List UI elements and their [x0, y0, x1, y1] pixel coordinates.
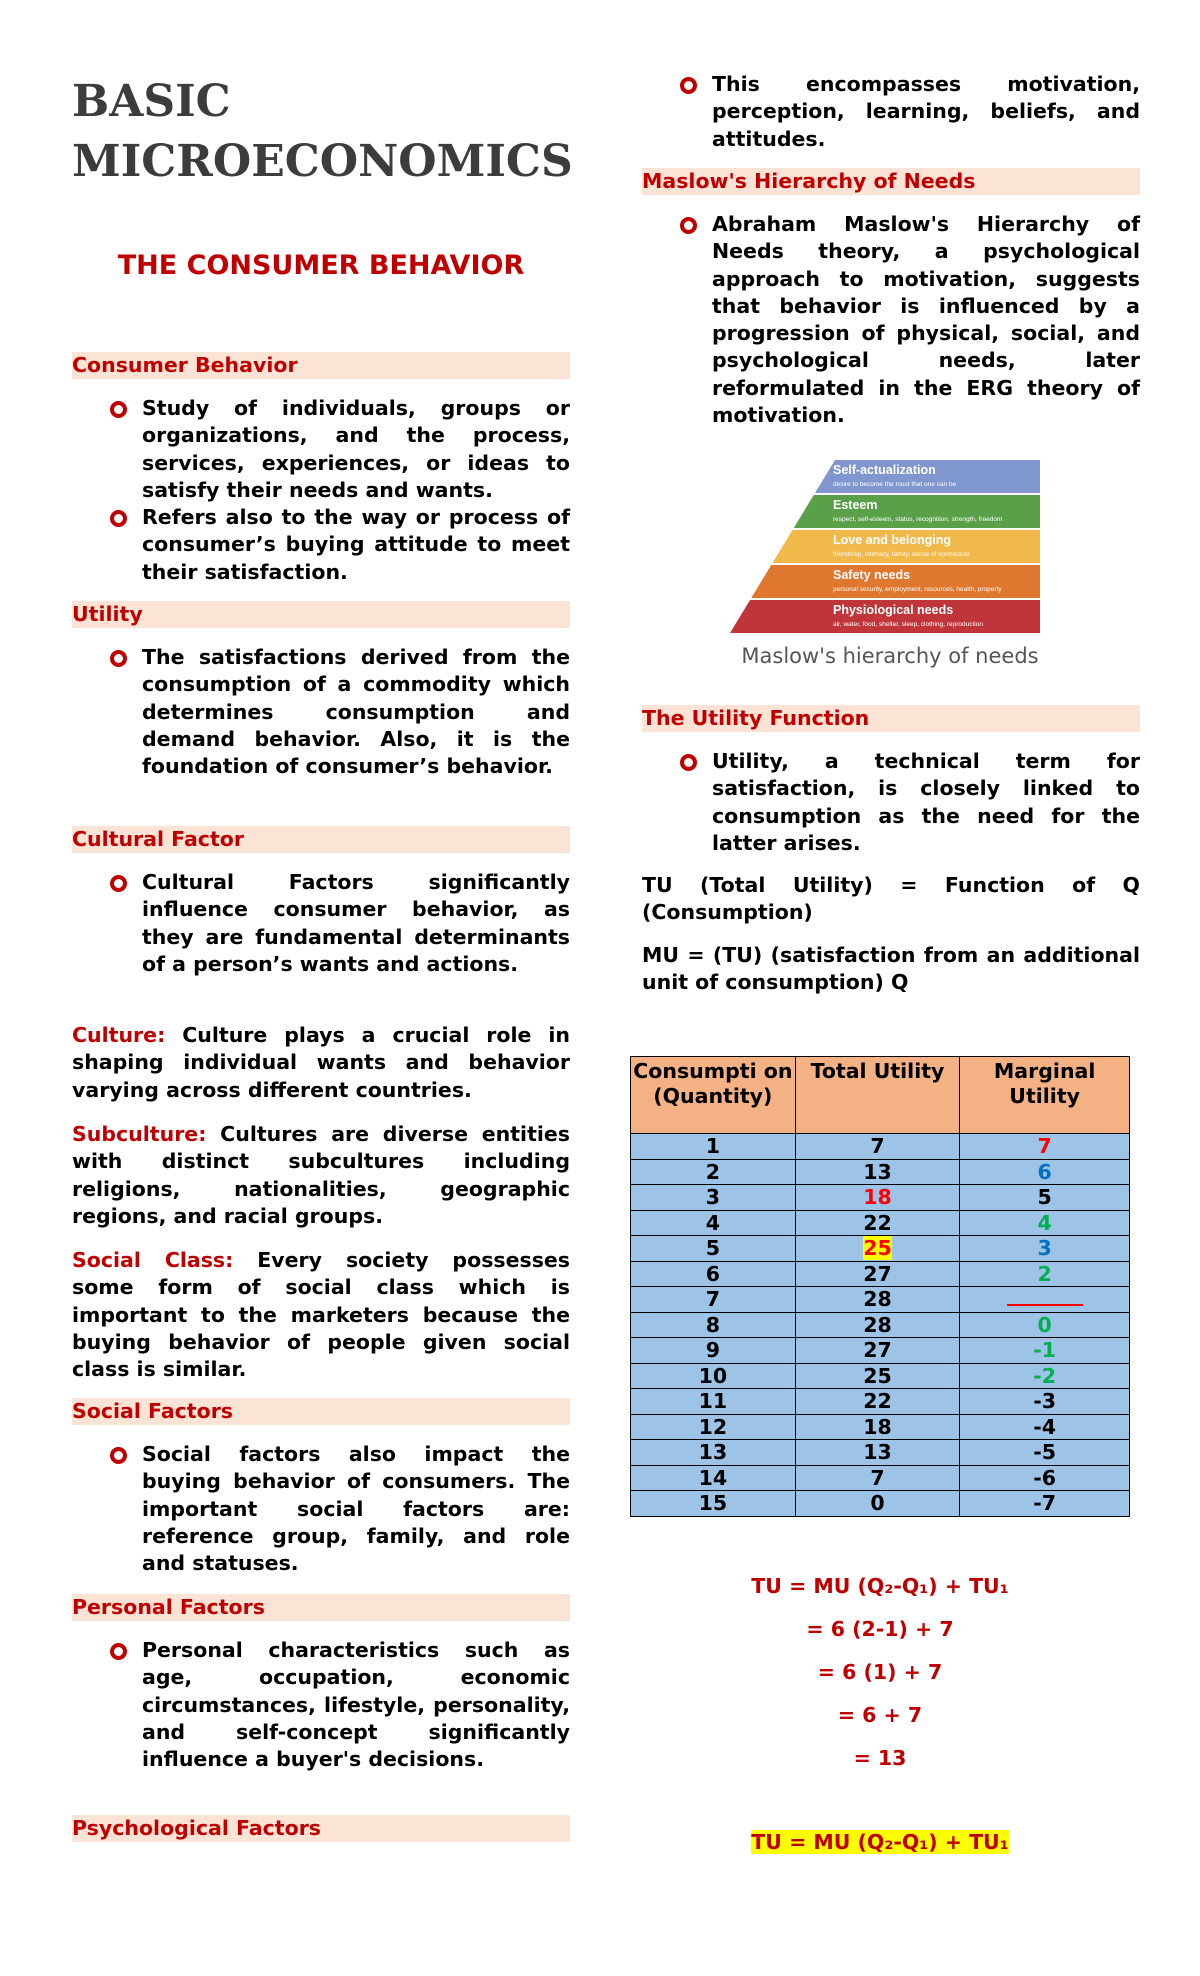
- list-item: Abraham Maslow's Hierarchy of Needs theory, a psychological approach to motivation, suggests that behavior is influenced by a progression of physical, social, and psychological needs, later reformulated in the ERG theory of motivation.: [642, 211, 1140, 429]
- table-row: [631, 1185, 1130, 1211]
- cell-marginal-utility: -5: [960, 1440, 1130, 1466]
- cell-quantity: 3: [631, 1185, 796, 1211]
- table-row: [631, 1363, 1130, 1389]
- cell-marginal-utility: 7: [960, 1134, 1130, 1160]
- pyramid-band-label: Love and belonging: [833, 533, 952, 547]
- consumer-behavior-list: [72, 395, 570, 586]
- table-row: [631, 1491, 1130, 1517]
- cell-marginal-utility: -3: [960, 1389, 1130, 1415]
- page-subtitle: THE CONSUMER BEHAVIOR: [117, 250, 525, 281]
- culture-paragraph: Culture: Culture plays a crucial role in shaping individual wants and behavior varying across different countries.: [72, 1023, 570, 1102]
- cell-total-utility: 25: [795, 1236, 960, 1262]
- psychological-factors-list: [642, 71, 1140, 153]
- pyramid-band-label: Physiological needs: [833, 603, 954, 617]
- pyramid-band-label: Esteem: [833, 498, 878, 512]
- section-psychological-factors: Psychological Factors: [72, 1815, 570, 1842]
- pyramid-caption: Maslow's hierarchy of needs: [741, 644, 1039, 668]
- cell-quantity: 2: [631, 1159, 796, 1185]
- cell-quantity: 1: [631, 1134, 796, 1160]
- cell-total-utility: 22: [795, 1210, 960, 1236]
- social-class-paragraph: Social Class: Every society possesses some form of social class which is important to the marketers because the buying behavior of people given social class is similar.: [72, 1248, 571, 1382]
- table-row: [631, 1261, 1130, 1287]
- section-utility: Utility: [72, 601, 570, 628]
- cell-marginal-utility: -6: [960, 1465, 1130, 1491]
- list-item: Social factors also impact the buying behavior of consumers. The important social factors are: reference group, family, and role and statuses.: [72, 1441, 570, 1577]
- table-row: [631, 1414, 1130, 1440]
- pyramid-band-label: Safety needs: [833, 568, 911, 582]
- bullet-icon: [110, 401, 127, 418]
- page-title: BASIC MICROECONOMICS: [72, 76, 573, 187]
- cell-total-utility: 27: [795, 1338, 960, 1364]
- pyramid-band-desc: desire to become the most that one can be: [833, 481, 957, 488]
- list-item: The satisfactions derived from the consumption of a commodity which determines consumption and demand behavior. Also, it is the foundation of consumer’s behavior.: [72, 644, 570, 780]
- formula-line-4: = 6 + 7: [837, 1703, 923, 1727]
- cell-quantity: 7: [631, 1287, 796, 1313]
- pyramid-band: [794, 495, 1040, 528]
- header-consumption: Consumpti on (Quantity): [631, 1057, 796, 1134]
- section-personal-factors: Personal Factors: [72, 1594, 570, 1621]
- cell-quantity: 14: [631, 1465, 796, 1491]
- cell-quantity: 15: [631, 1491, 796, 1517]
- table-row: [631, 1389, 1130, 1415]
- header-total-utility: Total Utility: [795, 1057, 960, 1134]
- list-item: Cultural Factors significantly influence consumer behavior, as they are fundamental determinants of a person’s wants and actions.: [72, 869, 570, 978]
- formula-line-3: = 6 (1) + 7: [817, 1660, 943, 1684]
- table-row: [631, 1134, 1130, 1160]
- pyramid-band-desc: friendship, intimacy, family, sense of connection: [833, 551, 970, 558]
- maslow-list: [642, 211, 1140, 429]
- social-factors-list: [72, 1441, 570, 1577]
- cell-total-utility: 0: [795, 1491, 960, 1517]
- cell-marginal-utility: 0: [960, 1312, 1130, 1338]
- section-social-factors: Social Factors: [72, 1398, 570, 1425]
- bullet-icon: [110, 1447, 127, 1464]
- mu-definition: MU = (TU) (satisfaction from an additional unit of consumption) Q: [642, 943, 1140, 995]
- list-item: Personal characteristics such as age, occupation, economic circumstances, lifestyle, personality, and self-concept significantly influence a buyer's decisions.: [72, 1637, 570, 1773]
- pyramid-band-desc: air, water, food, shelter, sleep, clothing, reproduction: [833, 621, 983, 628]
- pyramid-band-label: Self-actualization: [833, 463, 936, 477]
- cell-marginal-utility: -1: [960, 1338, 1130, 1364]
- cell-quantity: 9: [631, 1338, 796, 1364]
- bullet-icon: [680, 217, 697, 234]
- section-maslow: Maslow's Hierarchy of Needs: [642, 168, 1140, 195]
- table-row: [631, 1312, 1130, 1338]
- cell-marginal-utility: -7: [960, 1491, 1130, 1517]
- utility-list: [72, 644, 570, 780]
- cell-total-utility: 13: [795, 1159, 960, 1185]
- formula-line-5: = 13: [853, 1746, 907, 1770]
- cell-quantity: 4: [631, 1210, 796, 1236]
- cell-total-utility: 7: [795, 1465, 960, 1491]
- bullet-icon: [110, 1643, 127, 1660]
- bullet-icon: [110, 875, 127, 892]
- cell-marginal-utility: 3: [960, 1236, 1130, 1262]
- cell-total-utility: 18: [795, 1185, 960, 1211]
- blank-underline: [1007, 1290, 1083, 1306]
- cell-total-utility: 7: [795, 1134, 960, 1160]
- cell-total-utility: 27: [795, 1261, 960, 1287]
- utility-function-list: [642, 748, 1140, 857]
- cell-total-utility: 28: [795, 1312, 960, 1338]
- cell-quantity: 10: [631, 1363, 796, 1389]
- cell-total-utility: 28: [795, 1287, 960, 1313]
- subculture-paragraph: Subculture: Cultures are diverse entities with distinct subcultures including religions, nationalities, geographic regions, and racial groups.: [72, 1122, 570, 1228]
- cell-marginal-utility: 6: [960, 1159, 1130, 1185]
- cell-marginal-utility: -2: [960, 1363, 1130, 1389]
- cell-total-utility: 18: [795, 1414, 960, 1440]
- cell-marginal-utility: 2: [960, 1261, 1130, 1287]
- section-cultural-factor: Cultural Factor: [72, 826, 570, 853]
- formula-highlighted: TU = MU (Q₂-Q₁) + TU₁: [751, 1830, 1009, 1854]
- cell-marginal-utility: 5: [960, 1185, 1130, 1211]
- cell-quantity: 5: [631, 1236, 796, 1262]
- header-marginal-utility: Marginal Utility: [960, 1057, 1130, 1134]
- bullet-icon: [110, 510, 127, 527]
- cell-marginal-utility: 4: [960, 1210, 1130, 1236]
- bullet-icon: [680, 754, 697, 771]
- cell-quantity: 13: [631, 1440, 796, 1466]
- list-item: Refers also to the way or process of consumer’s buying attitude to meet their satisfaction.: [72, 504, 570, 586]
- table-row: [631, 1287, 1130, 1313]
- table-row: [631, 1465, 1130, 1491]
- cell-quantity: 12: [631, 1414, 796, 1440]
- table-row: [631, 1338, 1130, 1364]
- table-row: [631, 1440, 1130, 1466]
- cell-marginal-utility: [960, 1287, 1130, 1313]
- table-row: [631, 1236, 1130, 1262]
- list-item: Study of individuals, groups or organizations, and the process, services, experiences, or ideas to satisfy their needs and wants.: [72, 395, 570, 504]
- list-item: Utility, a technical term for satisfaction, is closely linked to consumption as the need for the latter arises.: [642, 748, 1140, 857]
- cell-total-utility: 22: [795, 1389, 960, 1415]
- section-consumer-behavior: Consumer Behavior: [72, 352, 570, 379]
- cell-quantity: 11: [631, 1389, 796, 1415]
- bullet-icon: [110, 650, 127, 667]
- cell-total-utility: 25: [795, 1363, 960, 1389]
- cell-marginal-utility: -4: [960, 1414, 1130, 1440]
- cell-total-utility: 13: [795, 1440, 960, 1466]
- section-utility-function: The Utility Function: [642, 705, 1140, 732]
- formula-line-2: = 6 (2-1) + 7: [806, 1617, 954, 1641]
- personal-factors-list: [72, 1637, 570, 1773]
- bullet-icon: [680, 77, 697, 94]
- tu-definition: TU (Total Utility) = Function of Q (Consumption): [642, 873, 1140, 925]
- list-item: This encompasses motivation, perception, learning, beliefs, and attitudes.: [642, 71, 1140, 153]
- cell-quantity: 8: [631, 1312, 796, 1338]
- cell-quantity: 6: [631, 1261, 796, 1287]
- pyramid-band-desc: personal security, employment, resources, health, property: [833, 586, 1002, 593]
- utility-table: [630, 1056, 1130, 1517]
- formula-line-1: TU = MU (Q₂-Q₁) + TU₁: [751, 1574, 1009, 1598]
- table-row: [631, 1159, 1130, 1185]
- cultural-factor-list: [72, 869, 570, 978]
- table-header-row: [631, 1057, 1130, 1134]
- table-row: [631, 1210, 1130, 1236]
- pyramid-band-desc: respect, self-esteem, status, recognition, strength, freedom: [833, 516, 1003, 523]
